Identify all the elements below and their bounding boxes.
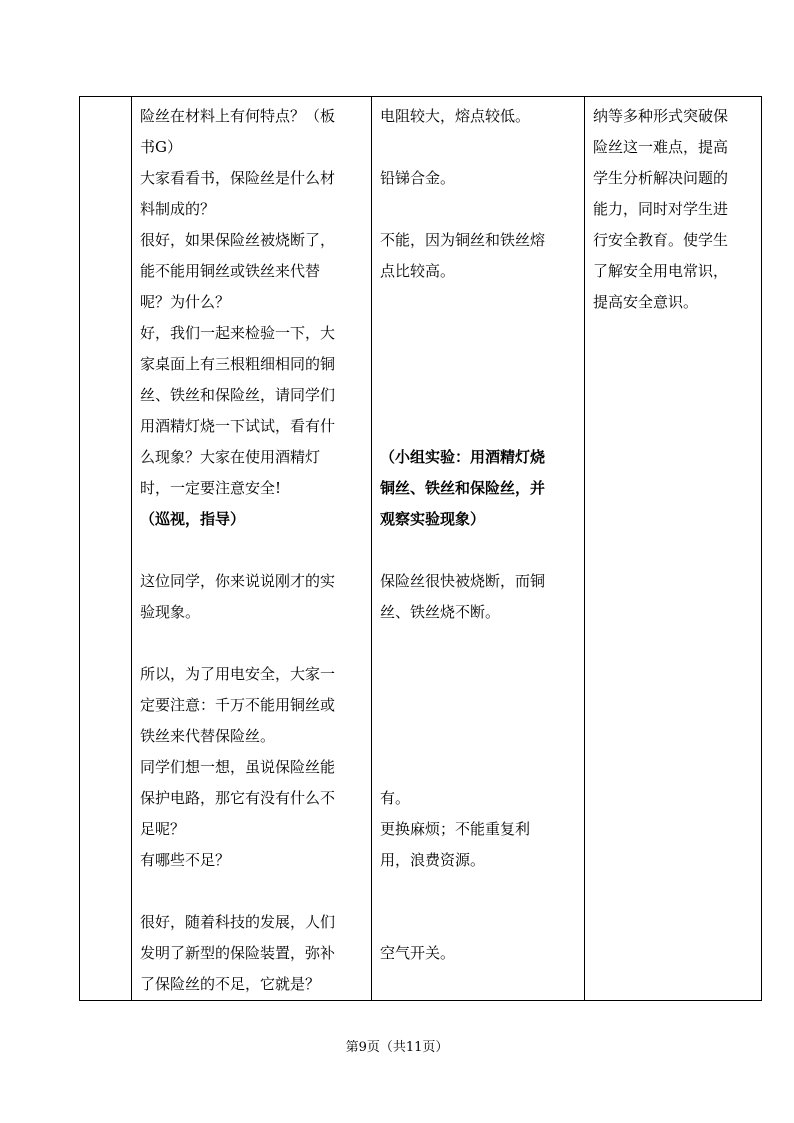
cell-text-line (380, 349, 578, 380)
cell-text-line (380, 690, 578, 721)
cell-text-line (380, 318, 578, 349)
cell-text-line: 用酒精灯烧一下试试，看有什 (140, 417, 336, 435)
cell-text-line (380, 907, 578, 938)
cell-text-line (140, 876, 365, 907)
cell-text-line (380, 287, 578, 318)
cell-text-line: 发明了新型的保险装置，弥补 (140, 944, 336, 962)
cell-text-line: 能不能用铜丝或铁丝来代替 (140, 262, 321, 280)
cell-text-line: 险丝在材料上有何特点？（板 (140, 107, 336, 125)
cell-text-line: 有。 (380, 789, 411, 807)
cell-text-line (380, 411, 578, 442)
cell-text-line: 这位同学，你来说说刚才的实 (140, 572, 336, 590)
table-row (80, 97, 762, 1001)
cell-text-line: 很好，如果保险丝被烧断了， (140, 231, 336, 249)
cell-text-line: （巡视，指导） (140, 510, 246, 528)
cell-text-line: 铅锑合金。 (380, 169, 456, 187)
cell-text-line: 空气开关。 (380, 944, 456, 962)
student-activity-cell (372, 97, 585, 1001)
cell-text-line: 所以，为了用电安全，大家一 (140, 665, 336, 683)
cell-text-line (380, 721, 578, 752)
cell-text-line: 丝、铁丝和保险丝，请同学们 (140, 386, 336, 404)
cell-text-line (380, 535, 578, 566)
cell-text-line: 观察实验现象） (380, 510, 486, 528)
cell-text-line: 提高安全意识。 (593, 293, 699, 311)
cell-text-line (380, 876, 578, 907)
cell-text-line: 好，我们一起来检验一下，大 (140, 324, 336, 342)
cell-text-line: 保护电路，那它有没有什么不 (140, 789, 336, 807)
cell-text-line: 了解安全用电常识， (593, 262, 729, 280)
stage-cell (80, 97, 132, 1001)
cell-text-line: 定要注意：千万不能用铜丝或 (140, 696, 336, 714)
cell-text-line (140, 628, 365, 659)
cell-text-line (380, 194, 578, 225)
cell-text-line: 有哪些不足？ (140, 851, 231, 869)
cell-text-line: 同学们想一想，虽说保险丝能 (140, 758, 336, 776)
cell-text-line: 验现象。 (140, 603, 201, 621)
cell-text-line: 能力，同时对学生进 (593, 200, 729, 218)
cell-text-line: 么现象？大家在使用酒精灯 (140, 448, 321, 466)
lesson-plan-table (79, 96, 762, 1001)
cell-text-line: 家桌面上有三根粗细相同的铜 (140, 355, 336, 373)
cell-text-line (380, 659, 578, 690)
cell-text-line: 丝、铁丝烧不断。 (380, 603, 501, 621)
cell-text-line: 保险丝很快被烧断，而铜 (380, 572, 546, 590)
cell-text-line: 不能，因为铜丝和铁丝熔 (380, 231, 546, 249)
page-footer: 第9页（共11页） (345, 1040, 449, 1055)
cell-text-line: 纳等多种形式突破保 (593, 107, 729, 125)
cell-text-line: （小组实验：用酒精灯烧 (380, 448, 546, 466)
cell-text-line: 用，浪费资源。 (380, 851, 486, 869)
cell-text-line (140, 535, 365, 566)
cell-text-line: 很好，随着科技的发展，人们 (140, 913, 336, 931)
cell-text-line: 学生分析解决问题的 (593, 169, 729, 187)
cell-text-line: 呢？为什么？ (140, 293, 231, 311)
cell-text-line (380, 380, 578, 411)
cell-text-line (380, 132, 578, 163)
cell-text-line: 书G） (140, 138, 182, 156)
cell-text-line (380, 752, 578, 783)
cell-text-line: 铜丝、铁丝和保险丝，并 (380, 479, 546, 497)
cell-text-line: 电阻较大，熔点较低。 (380, 107, 531, 125)
design-intent-cell (585, 97, 762, 1001)
cell-text-line: 大家看看书，保险丝是什么材 (140, 169, 336, 187)
cell-text-line (380, 628, 578, 659)
cell-text-line: 足呢？ (140, 820, 186, 838)
cell-text-line: 更换麻烦；不能重复利 (380, 820, 531, 838)
cell-text-line: 铁丝来代替保险丝。 (140, 727, 276, 745)
cell-text-line: 料制成的？ (140, 200, 216, 218)
cell-text-line: 时，一定要注意安全! (140, 479, 282, 497)
cell-text-line: 了保险丝的不足，它就是？ (140, 975, 321, 993)
cell-text-line: 险丝这一难点，提高 (593, 138, 729, 156)
cell-text-line: 点比较高。 (380, 262, 456, 280)
cell-text-line: 行安全教育。使学生 (593, 231, 729, 249)
teacher-activity-cell (132, 97, 372, 1001)
